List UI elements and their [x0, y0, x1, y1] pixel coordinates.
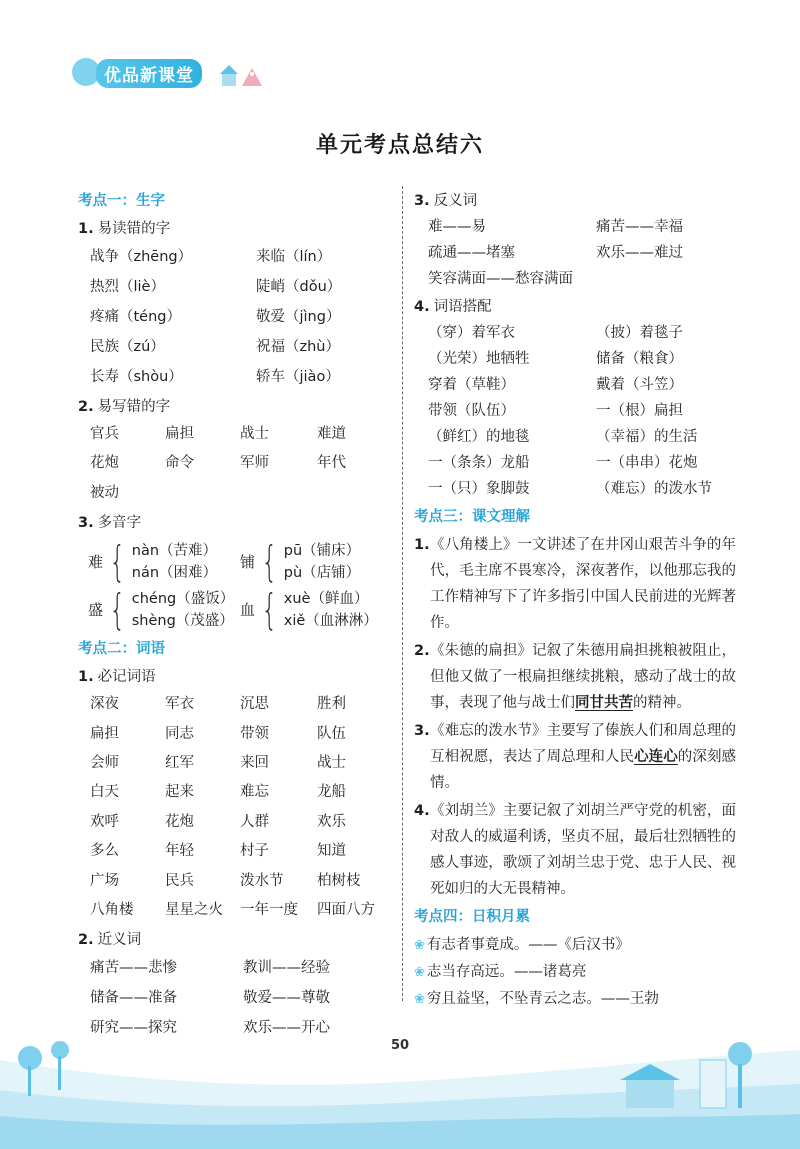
flower-icon: ❀ — [414, 938, 425, 953]
polyphone-group — [240, 537, 392, 587]
list-item: 红军 — [165, 754, 194, 771]
house-icon — [218, 60, 268, 88]
list-item: 人群 — [240, 813, 269, 830]
list-item: 研究——探究 — [90, 1020, 177, 1037]
list-item: 战士 — [240, 426, 269, 442]
polyphone-group — [88, 585, 240, 635]
list-item: 带领（队伍） — [428, 403, 515, 419]
list-item: 来回 — [240, 754, 269, 771]
list-item: 一年一度 — [240, 901, 298, 918]
antonyms-list — [414, 214, 736, 266]
polyphone-char: 铺 — [240, 553, 256, 572]
list-item: 胜利 — [317, 696, 346, 713]
list-item: 一（串串）花炮 — [596, 455, 698, 471]
list-item: （光荣）地牺牲 — [428, 351, 530, 367]
subsection-heading: 3. 反义词 — [414, 193, 478, 209]
list-item: （披）着毯子 — [596, 325, 683, 341]
list-item: 民兵 — [165, 872, 194, 889]
polyphone-reading: pù（店铺） — [283, 565, 361, 582]
list-item: （鲜红）的地毯 — [428, 429, 530, 445]
section-heading: 考点二：词语 — [78, 641, 165, 658]
list-item: 欢乐——难过 — [596, 245, 683, 261]
polyphone-group — [88, 537, 240, 587]
paragraph: 1. 《八角楼上》一文讲述了在井冈山艰苦斗争的年代，毛主席不畏寒冷，深夜著作，以他那忘我的工作精神写下了许多指引中国人民前进的光辉著作。 — [414, 537, 736, 631]
list-item: 起来 — [165, 784, 194, 801]
list-item: 一（条条）龙船 — [428, 455, 530, 471]
list-item: 同志 — [165, 725, 194, 742]
highlight-text: 同甘共苦 — [575, 695, 633, 711]
paragraph: 4. 《刘胡兰》主要记叙了刘胡兰严守党的机密，面对敌人的威逼利诱，坚贞不屈，最后壮烈牺牲的感人事迹，歌颂了刘胡兰忠于党、忠于人民、视死如归的大无畏精神。 — [414, 803, 736, 897]
list-item: 被动 — [90, 484, 119, 501]
list-item: 泼水节 — [240, 872, 284, 889]
list-item: 来临（lín） — [256, 249, 332, 265]
list-item: 戴着（斗笠） — [596, 377, 683, 393]
list-item: 战争（zhēng） — [90, 249, 193, 265]
list-item: 知道 — [317, 843, 346, 860]
list-item: 军衣 — [165, 696, 194, 713]
list-item: 官兵 — [90, 426, 119, 442]
list-item: 欢乐——开心 — [243, 1020, 330, 1037]
list-item: 年代 — [317, 455, 346, 472]
subsection-heading: 1. 必记词语 — [78, 669, 156, 686]
polyphone-reading: shèng（茂盛） — [131, 613, 234, 630]
list-item: 会师 — [90, 754, 119, 771]
page-number: 50 — [390, 1038, 410, 1053]
brace-icon: { — [261, 537, 278, 587]
list-item: 储备——准备 — [90, 990, 177, 1007]
list-item: 一（根）扁担 — [596, 403, 683, 419]
list-item: 笑容满面——愁容满面 — [428, 271, 573, 287]
paragraph: 2. 《朱德的扁担》记叙了朱德用扁担挑粮被阻止，但他又做了一根扁担继续挑粮，感动了战士的故事，表现了他与战士们同甘共苦的精神。 — [414, 643, 736, 711]
easy-read-list — [78, 242, 396, 392]
list-item: 年轻 — [165, 843, 194, 860]
list-item: 龙船 — [317, 784, 346, 801]
list-item: （难忘）的泼水节 — [596, 481, 712, 497]
right-column — [414, 186, 736, 1013]
flower-icon: ❀ — [414, 965, 425, 980]
section-heading: 考点三：课文理解 — [414, 509, 530, 525]
list-item: 柏树枝 — [317, 872, 361, 889]
brace-icon: { — [109, 585, 126, 635]
quote-item: ❀ 有志者事竟成。——《后汉书》 — [414, 937, 630, 953]
list-item: 队伍 — [317, 725, 346, 742]
brand-name: 优品新课堂 — [96, 59, 202, 88]
list-item: 储备（粮食） — [596, 351, 683, 367]
polyphone-reading: nàn（苦难） — [131, 543, 218, 560]
subsection-heading: 3. 多音字 — [78, 515, 142, 532]
list-item: 扁担 — [165, 426, 194, 442]
subsection-heading: 4. 词语搭配 — [414, 299, 492, 315]
list-item: 陡峭（dǒu） — [256, 279, 342, 295]
polyphone-char: 难 — [88, 553, 104, 572]
section-heading: 考点一：生字 — [78, 193, 165, 209]
list-item: 多么 — [90, 843, 119, 860]
brace-icon: { — [261, 585, 278, 635]
list-item: 难道 — [317, 426, 346, 442]
collocations-list — [414, 320, 736, 502]
list-item: 白天 — [90, 784, 119, 801]
quote-item: ❀ 穷且益坚，不坠青云之志。——王勃 — [414, 991, 659, 1007]
subsection-heading: 1. 易读错的字 — [78, 221, 171, 237]
list-item: 广场 — [90, 872, 119, 889]
list-item: 欢呼 — [90, 813, 119, 830]
list-item: 沉思 — [240, 696, 269, 713]
list-item: 花炮 — [165, 813, 194, 830]
must-words-list — [78, 690, 396, 925]
list-item: 民族（zú） — [90, 339, 165, 355]
polyphone-reading: chéng（盛饭） — [131, 591, 235, 608]
page-title: 单元考点总结六 — [315, 133, 484, 158]
list-item: 长寿（shòu） — [90, 369, 183, 385]
list-item: 星星之火 — [165, 901, 223, 918]
list-item: 扁担 — [90, 725, 119, 742]
flower-icon: ❀ — [414, 992, 425, 1007]
easy-write-list — [78, 420, 396, 508]
list-item: 敬爱——尊敬 — [243, 990, 330, 1007]
list-item: 敬爱（jìng） — [256, 309, 341, 325]
list-item: 教训——经验 — [243, 960, 330, 977]
polyphone-char: 血 — [240, 601, 256, 620]
list-item: 带领 — [240, 725, 269, 742]
list-item: 村子 — [240, 843, 269, 860]
list-item: 花炮 — [90, 455, 119, 472]
polyphone-row — [78, 585, 396, 635]
highlight-text: 心连心 — [634, 749, 678, 765]
list-item: 八角楼 — [90, 901, 134, 918]
polyphone-reading: xuè（鲜血） — [283, 591, 369, 608]
list-item: 四面八方 — [317, 901, 375, 918]
list-item: 难——易 — [428, 219, 486, 235]
list-item: （穿）着军衣 — [428, 325, 515, 341]
polyphone-reading: pū（铺床） — [283, 543, 361, 560]
list-item: 穿着（草鞋） — [428, 377, 515, 393]
list-item: 命令 — [165, 455, 194, 472]
brand-logo — [72, 52, 272, 92]
list-item: 深夜 — [90, 696, 119, 713]
list-item: 疏通——堵塞 — [428, 245, 515, 261]
section-heading: 考点四：日积月累 — [414, 909, 530, 925]
list-item: 欢乐 — [317, 813, 346, 830]
left-column — [78, 186, 396, 1043]
list-item: 痛苦——幸福 — [596, 219, 683, 235]
polyphone-char: 盛 — [88, 601, 104, 620]
polyphone-reading: xiě（血淋淋） — [283, 613, 378, 630]
list-item: 祝福（zhù） — [256, 339, 340, 355]
polyphone-row — [78, 537, 396, 587]
list-item: （幸福）的生活 — [596, 429, 698, 445]
list-item: 热烈（liè） — [90, 279, 165, 295]
brace-icon: { — [109, 537, 126, 587]
quote-item: ❀ 志当存高远。——诸葛亮 — [414, 964, 587, 980]
list-item: 难忘 — [240, 784, 269, 801]
list-item: 痛苦——悲惨 — [90, 960, 177, 977]
list-item: 一（只）象脚鼓 — [428, 481, 530, 497]
subsection-heading: 2. 近义词 — [78, 932, 142, 949]
list-item: 军师 — [240, 455, 269, 472]
list-item: 战士 — [317, 754, 346, 771]
list-item: 疼痛（téng） — [90, 309, 181, 325]
polyphone-group — [240, 585, 392, 635]
subsection-heading: 2. 易写错的字 — [78, 399, 171, 415]
polyphone-reading: nán（困难） — [131, 565, 218, 582]
list-item: 轿车（jiào） — [256, 369, 340, 385]
paragraph: 3. 《难忘的泼水节》主要写了傣族人们和周总理的互相祝愿，表达了周总理和人民心连心的深刻感情。 — [414, 723, 737, 791]
